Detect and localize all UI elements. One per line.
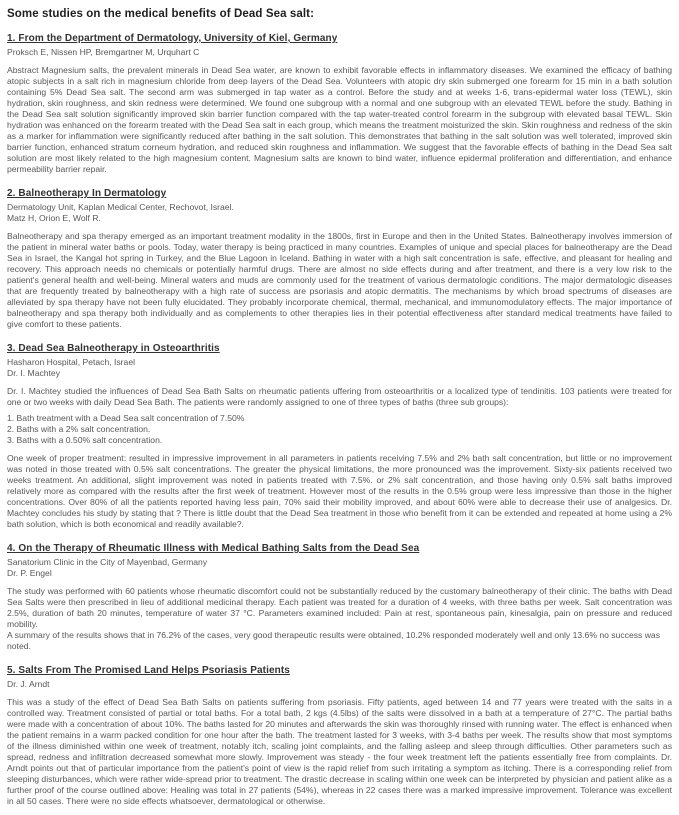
section-5-paragraph: This was a study of the effect of Dead Sea Bath Salts on patients suffering from psoriasis. Fifty patients, aged between 14 and 77 years were treated with the salts in a controlled way. Treatment consisted of partial or total baths. For a total bath, 2 kgs (4.5lbs) of the salts were dissolved in a bath at a temperature of 27°C. The partial baths were made with a concentration of about 10%. The baths lasted for 20 minutes and afterwards the skin was thoroughly rinsed with running water. The effect is enhanced when the patient remains in a warm packed condition for one hour after the bath. The treatment lasted for 3 weeks, with 3-4 baths per week. The results show that most symptoms of the illness diminished within one week of treatment, notably itch, scaling joint complaints, and the falling asleep and sleep through difficulties. Other parameters such as spread, redness and infiltration decreased somewhat more slowly. Improvement was steady - the four week treatment left the patients essentially free from complaints. Dr. Arndt points out that of particular importance from the patient's point of view is the rapid relief from such irritating a symptom as itching. There is a corresponding relief from sleeping disturbances, which were rather wide-spread prior to treatment. The drastic decrease in scaling within one week can be interpreted by physician and patient alike as a further proof of the course outlined above: Healing was total in 27 patients (54%), whereas in 22 cases there was a marked impressive improvement. Tolerance was excellent in all 50 cases. There were no side effects whatsoever, dermatological or otherwise. <box>7 697 672 806</box>
bath-list-item: 2. Baths with a 2% salt concentration. <box>7 424 151 434</box>
section-balneotherapy-dermatology <box>7 188 672 330</box>
bath-list-item: 1. Bath treatment with a Dead Sea salt concentration of 7.50% <box>7 413 245 423</box>
section-3-results-paragraph: One week of proper treatment: resulted in impressive improvement in all parameters in patients receiving 7.5% and 2% bath salt concentration, but little or no improvement was noted in those treated with 0.5% salt concentrations. The greater the physical limitations, the more pronounced was the improvement. Sixty-six patients received two weeks treatment. An additional, slight improvement was noted in patients treated with 7.5%. or 2% salt concentration, and those having only 0.5% salt baths improved relatively more as compared with the results after the first week of treatment. However most of the results in the 0.5% group were less impressive than those in the higher concentrations. Over 80% of all the patients reported having less pain, 70% said their mobility improved, and about 60% were able to decrease their use of analgesics. Dr. Machtey concludes his study by stating that ? There is little doubt that the Dead Sea treatment in those who benefit from it can be extended and repeated at home using a 2% bath solution, which is both economical and readily available?. <box>7 453 672 529</box>
section-2-heading: 2. Balneotherapy In Dermatology <box>7 188 167 199</box>
section-5-author: Dr. J. Arndt <box>7 679 50 689</box>
section-4-author: Dr. P. Engel <box>7 568 52 578</box>
section-4-paragraph: The study was performed with 60 patients whose rheumatic discomfort could not be substantially reduced by the customary balneotherapy of their clinic. The baths with Dead Sea Salts were then prescribed in lieu of additional medicinal therapy. Each patient was treated for a duration of 4 weeks, with three baths per week. Salt concentration was 2.5%, duration of bath 20 minutes, temperature of water 37 °C. Parameters examined included: Pain at rest, spontaneous pain, kinesalgia, pain on pressure and reduced mobility. <box>7 586 672 629</box>
section-osteoarthritis <box>7 343 672 530</box>
section-1-heading: 1. From the Department of Dermatology, University of Kiel, Germany <box>7 33 338 44</box>
bath-subgroup-list <box>7 413 672 446</box>
section-3-heading: 3. Dead Sea Balneotherapy in Osteoarthritis <box>7 343 220 354</box>
section-4-heading: 4. On the Therapy of Rheumatic Illness with Medical Bathing Salts from the Dead Sea <box>7 543 420 554</box>
section-dermatology-kiel <box>7 33 672 175</box>
section-1-authors: Proksch E, Nissen HP, Bremgartner M, Urquhart C <box>7 47 200 57</box>
section-2-paragraph: Balneotherapy and spa therapy emerged as an important treatment modality in the 1800s, first in Europe and then in the United States. Balneotherapy involves immersion of the patient in mineral water baths or pools. Today, water therapy is being practiced in many countries. Examples of unique and special places for balneotherapy are the Dead Sea in Israel, the Kangal hot spring in Turkey, and the Blue Lagoon in Iceland. Bathing in water with a high salt concentration is safe, effective, and pleasant for healing and recovery. This approach needs no chemicals or potentially harmful drugs. There are almost no side effects during and after treatment, and there is a very low risk to the patient's general health and well-being. Mineral waters and muds are commonly used for the treatment of various dermatologic conditions. The major dermatologic diseases that are frequently treated by balneotherapy with a high rate of success are psoriasis and atopic dermatitis. The mechanisms by which broad spectrums of diseases are alleviated by spa therapy have not been fully elucidated. They probably incorporate chemical, thermal, mechanical, and immunomodulatory effects. The major importance of balneotherapy and spa therapy both individually and as complements to other therapies lies in their potential effectiveness after standard medical treatments have failed to give comfort to these patients. <box>7 231 672 329</box>
bath-list-item: 3. Baths with a 0.50% salt concentration. <box>7 435 163 445</box>
page-title: Some studies on the medical benefits of Dead Sea salt: <box>7 8 315 20</box>
section-rheumatic-illness <box>7 543 672 652</box>
section-3-affiliation: Hasharon Hospital, Petach, Israel <box>7 357 136 367</box>
section-2-authors: Matz H, Orion E, Wolf R. <box>7 213 101 223</box>
section-3-author: Dr. I. Machtey <box>7 368 61 378</box>
section-4-affiliation: Sanatorium Clinic in the City of Mayenbad, Germany <box>7 557 208 567</box>
section-2-affiliation: Dermatology Unit, Kaplan Medical Center, Rechovot, Israel. <box>7 202 234 212</box>
section-4-summary: A summary of the results shows that in 76.2% of the cases, very good therapeutic results were obtained, 10.2% responded moderately well and only 13.6% no success was noted. <box>7 630 661 651</box>
section-1-abstract: Abstract Magnesium salts, the prevalent minerals in Dead Sea water, are known to exhibit favorable effects in inflammatory diseases. We examined the efficacy of bathing atopic subjects in a salt rich in magnesium chloride from deep layers of the Dead Sea. Volunteers with atopic dry skin submerged one forearm for 15 min in a bath solution containing 5% Dead Sea salt. The second arm was submerged in tap water as a control. Before the study and at weeks 1-6, trans-epidermal water loss (TEWL), skin hydration, skin roughness, and skin redness were determined. We found one subgroup with a normal and one subgroup with an elevated TEWL before the study. Bathing in the Dead Sea salt solution significantly improved skin barrier function compared with the tap water-treated control forearm in the subgroup with elevated basal TEWL. Skin hydration was enhanced on the forearm treated with the Dead Sea salt in each group, which means the treatment moisturized the skin. Skin roughness and redness of the skin as a marker for inflammation were significantly reduced after bathing in the salt solution. This demonstrates that bathing in the salt solution was well tolerated, improved skin barrier function, enhanced stratum corneum hydration, and reduced skin roughness and inflammation. We suggest that the favorable effects of bathing in the Dead Sea salt solution are most likely related to the high magnesium content. Magnesium salts are known to bind water, influence epidermal proliferation and differentiation, and enhance permeability barrier repair. <box>7 65 672 174</box>
section-5-heading: 5. Salts From The Promised Land Helps Psoriasis Patients <box>7 665 290 676</box>
section-3-intro-paragraph: Dr. I. Machtey studied the influences of Dead Sea Bath Salts on rheumatic patients uffering from osteoarthritis or a localized type of tendinitis. 103 patients were treated for one or two weeks with daily Dead Sea Bath. The patients were randomly assigned to one of three types of baths (three sub groups): <box>7 386 672 407</box>
section-psoriasis <box>7 665 672 807</box>
